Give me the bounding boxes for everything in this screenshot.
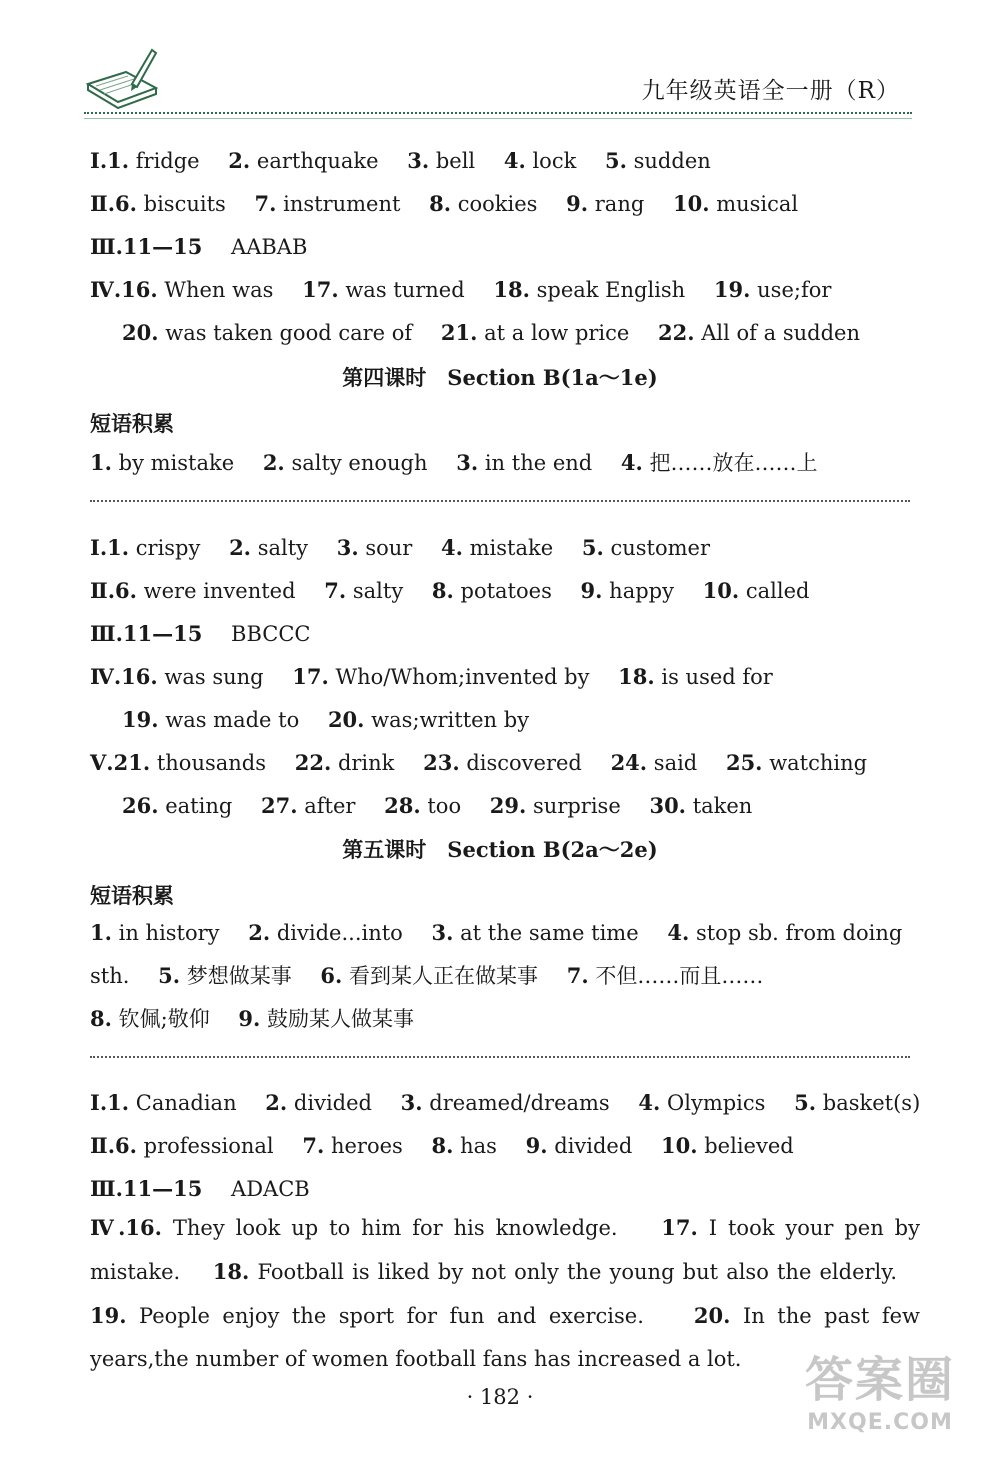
answer-line: Ⅱ.6. professional 7. heroes 8. has 9. divided 10. believed <box>90 1133 794 1158</box>
book-title: 九年级英语全一册（R） <box>641 78 900 104</box>
answer-line: Ⅰ.1. fridge 2. earthquake 3. bell 4. lock 5. sudden <box>90 148 711 173</box>
phrase-line: 8. 钦佩;敬仰 9. 鼓励某人做某事 <box>90 1006 415 1031</box>
phrase-label: 短语积累 <box>90 883 174 908</box>
header-divider-line <box>84 118 912 119</box>
phrase-line: sth. 5. 梦想做某事 6. 看到某人正在做某事 7. 不但……而且…… <box>90 963 764 988</box>
page-number: · 182 · <box>466 1385 534 1409</box>
dotted-divider <box>90 1056 910 1058</box>
phrase-line: 1. in history 2. divide...into 3. at the same time 4. stop sb. from doing <box>90 920 903 945</box>
answer-line: Ⅰ.1. crispy 2. salty 3. sour 4. mistake 5. customer <box>90 535 710 560</box>
section-title: 第四课时 Section B(1a～1e) <box>342 365 658 390</box>
answer-line: Ⅲ.11—15 BBCCC <box>90 621 311 646</box>
answer-line: Ⅱ.6. biscuits 7. instrument 8. cookies 9. rang 10. musical <box>90 191 799 216</box>
answer-line: 19. was made to 20. was;written by <box>122 707 530 732</box>
phrase-line: 1. by mistake 2. salty enough 3. in the end 4. 把……放在……上 <box>90 450 818 475</box>
answer-line: Ⅲ.11—15 AABAB <box>90 234 308 259</box>
answer-line: Ⅰ.1. Canadian 2. divided 3. dreamed/dreams 4. Olympics 5. basket(s) <box>90 1090 921 1115</box>
answer-line: Ⅴ.21. thousands 22. drink 23. discovered 24. said 25. watching <box>90 750 868 775</box>
dotted-divider <box>90 500 910 502</box>
answer-line: Ⅳ.16. was sung 17. Who/Whom;invented by 18. is used for <box>90 664 773 689</box>
sentence-answers: Ⅳ.16. They look up to him for his knowledge. 17. I took your pen by mistake. 18. Football is liked by not only the young but also the elderly. 19. People enjoy the sport for fun and exercise. 20. In the past few years,the number of women football fans has increased a lot. <box>90 1215 920 1371</box>
answer-line: 26. eating 27. after 28. too 29. surprise 30. taken <box>122 793 753 818</box>
answer-line: Ⅳ.16. When was 17. was turned 18. speak English 19. use;for <box>90 277 832 302</box>
phrase-label: 短语积累 <box>90 411 174 436</box>
notebook-pencil-logo <box>82 44 162 116</box>
site-watermark: 答案圈 MXQE.COM <box>804 1352 955 1435</box>
answer-line: Ⅲ.11—15 ADACB <box>90 1176 310 1201</box>
answer-line: 20. was taken good care of 21. at a low price 22. All of a sudden <box>122 320 860 345</box>
section-title: 第五课时 Section B(2a～2e) <box>342 837 658 862</box>
answer-line: Ⅱ.6. were invented 7. salty 8. potatoes 9. happy 10. called <box>90 578 810 603</box>
header-divider <box>84 112 912 114</box>
